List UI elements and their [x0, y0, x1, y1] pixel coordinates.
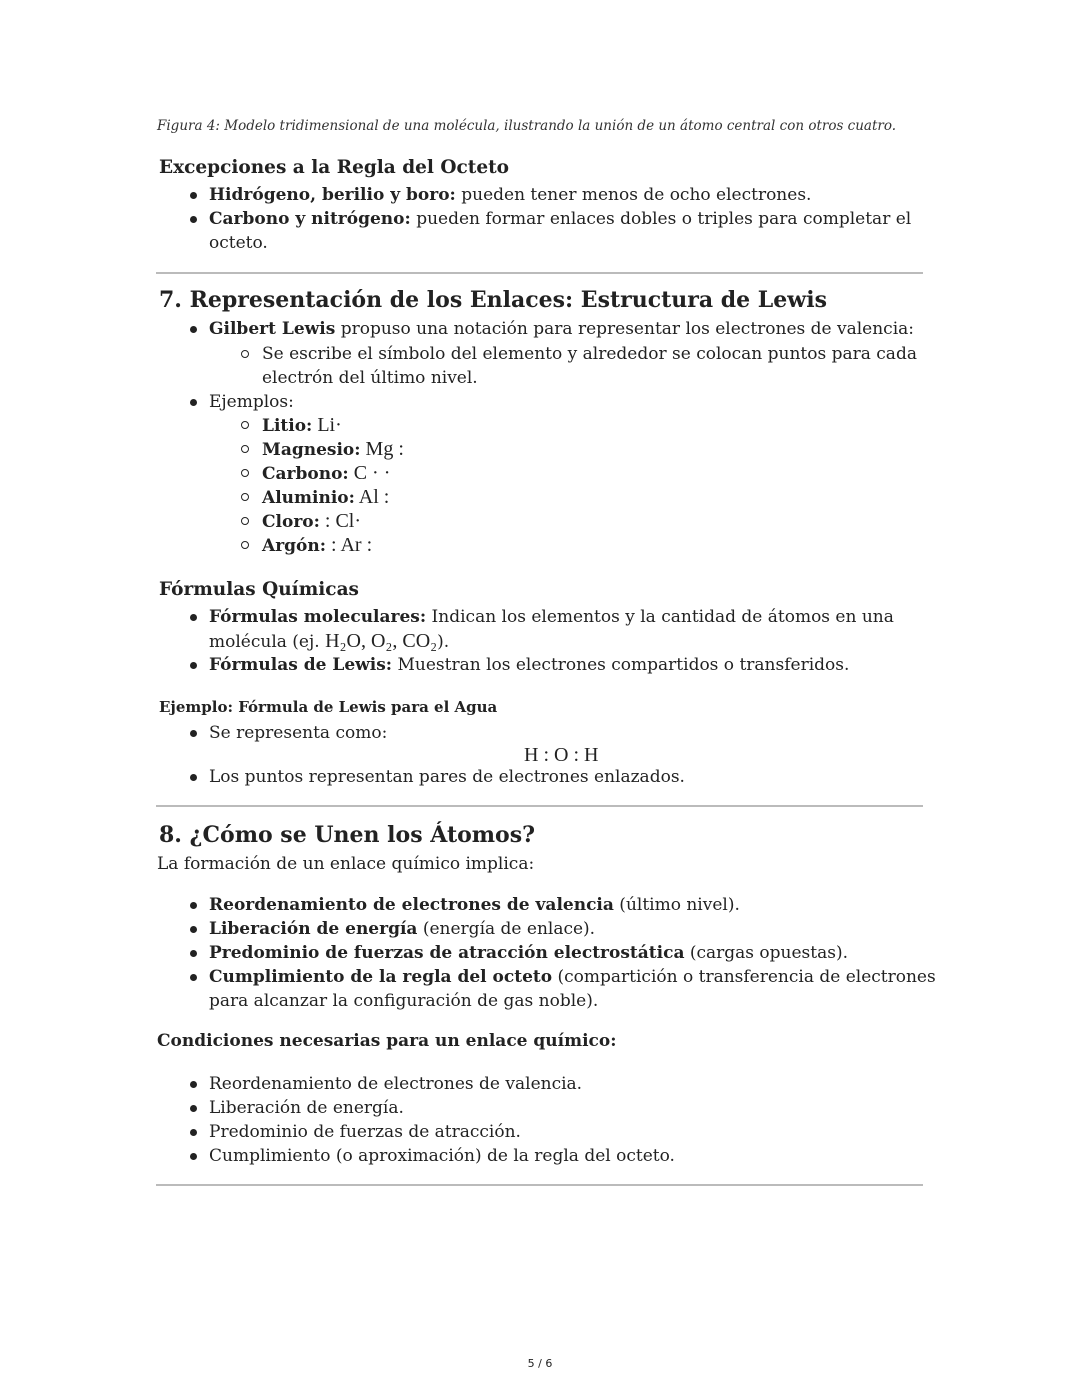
item-text: Ejemplos:: [209, 392, 294, 412]
example-label: Argón:: [262, 536, 327, 556]
item-text: molécula (ej.: [209, 632, 326, 652]
item-text: (último nivel).: [613, 895, 740, 915]
page-number: 5 / 6: [527, 1357, 553, 1370]
item-text: Se escribe el símbolo del elemento y alrededor se colocan puntos para cada: [262, 344, 917, 364]
lewis-formula: Mg :: [360, 438, 404, 460]
item-continuation: para alcanzar la configuración de gas noble).: [209, 991, 599, 1011]
lewis-formula: Li·: [312, 414, 342, 436]
item-continuation: [209, 629, 449, 653]
example-label: Magnesio:: [262, 440, 361, 460]
lewis-formula: C · ·: [348, 462, 391, 484]
example-label: Litio:: [262, 416, 313, 436]
figure-caption: Figura 4: Modelo tridimensional de una molécula, ilustrando la unión de un átomo central con otros cuatro.: [157, 118, 897, 134]
formulas-heading: Fórmulas Químicas: [159, 579, 359, 600]
item-text: Indican los elementos y la cantidad de átomos en una: [426, 607, 894, 627]
lewis-formula: : Cl·: [319, 510, 362, 532]
item-text: Muestran los electrones compartidos o transferidos.: [392, 655, 850, 675]
item-bold: Fórmulas moleculares:: [209, 607, 427, 627]
item-text: Reordenamiento de electrones de valencia.: [209, 1074, 583, 1094]
item-text: Los puntos representan pares de electrones enlazados.: [209, 767, 685, 787]
item-text: Cumplimiento (o aproximación) de la regla del octeto.: [209, 1146, 675, 1166]
item-continuation: electrón del último nivel.: [262, 368, 478, 388]
lewis-formula: Al :: [354, 486, 390, 508]
example-label: Aluminio:: [262, 488, 355, 508]
item-bold: Hidrógeno, berilio y boro:: [209, 185, 456, 205]
example-label: Carbono:: [262, 464, 349, 484]
item-bold: Predominio de fuerzas de atracción electrostática: [209, 943, 685, 963]
item-text: Se representa como:: [209, 723, 388, 743]
section-7-heading: 7. Representación de los Enlaces: Estructura de Lewis: [159, 287, 827, 313]
item-text: Predominio de fuerzas de atracción.: [209, 1122, 521, 1142]
item-text: Liberación de energía.: [209, 1098, 404, 1118]
item-text: pueden tener menos de ocho electrones.: [455, 185, 812, 205]
item-bold: Liberación de energía: [209, 919, 418, 939]
divider: [156, 805, 923, 807]
section-8-intro: La formación de un enlace químico implica:: [157, 854, 535, 874]
molecular-formulas: H₂O, O₂, CO₂: [325, 630, 438, 652]
lewis-formula: : Ar :: [326, 534, 373, 556]
divider: [156, 1184, 923, 1186]
item-text: ).: [437, 632, 450, 652]
exceptions-heading: Excepciones a la Regla del Octeto: [159, 157, 509, 178]
item-text: (cargas opuestas).: [684, 943, 849, 963]
water-example-heading: Ejemplo: Fórmula de Lewis para el Agua: [159, 698, 498, 716]
item-bold: Gilbert Lewis: [209, 319, 336, 339]
item-text: (energía de enlace).: [417, 919, 596, 939]
item-text: pueden formar enlaces dobles o triples para completar el: [410, 209, 912, 229]
item-text: (compartición o transferencia de electrones: [552, 967, 936, 987]
example-label: Cloro:: [262, 512, 320, 532]
item-bold: Fórmulas de Lewis:: [209, 655, 393, 675]
divider: [156, 272, 923, 274]
water-lewis-formula: H : O : H: [524, 744, 599, 766]
item-bold: Cumplimiento de la regla del octeto: [209, 967, 553, 987]
section-8-heading: 8. ¿Cómo se Unen los Átomos?: [159, 822, 536, 848]
item-continuation: octeto.: [209, 233, 268, 253]
item-bold: Carbono y nitrógeno:: [209, 209, 411, 229]
item-bold: Reordenamiento de electrones de valencia: [209, 895, 614, 915]
conditions-heading: Condiciones necesarias para un enlace químico:: [157, 1031, 617, 1051]
item-text: propuso una notación para representar los electrones de valencia:: [335, 319, 915, 339]
